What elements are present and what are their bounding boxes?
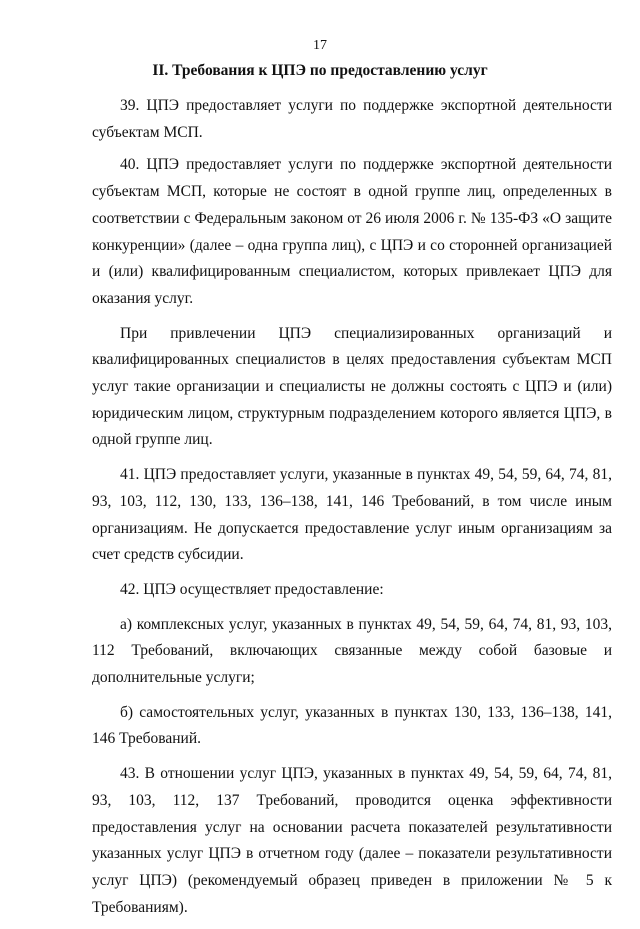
paragraph-39: 39. ЦПЭ предоставляет услуги по поддержке экспортной деятельности субъектам МСП. — [92, 97, 612, 141]
paragraph-42-b: б) самостоятельных услуг, указанных в пунктах 130, 133, 136–138, 141, 146 Требований. — [92, 703, 612, 748]
document-body — [92, 93, 612, 929]
paragraph-42-a: а) комплексных услуг, указанных в пунктах 49, 54, 59, 64, 74, 81, 93, 103, 112 Требований, включающих связанные между собой базовые и дополнительные услуги; — [92, 615, 612, 687]
paragraph-41: 41. ЦПЭ предоставляет услуги, указанные в пунктах 49, 54, 59, 64, 74, 81, 93, 103, 112, 130, 133, 136–138, 141, 146 Требований, в том числе иным организациям. Не допускается предоставление услуг иным организациям за счет средств субсидии. — [92, 466, 612, 564]
paragraph-42: 42. ЦПЭ осуществляет предоставление: — [120, 580, 384, 598]
section-heading: II. Требования к ЦПЭ по предоставлению услуг — [152, 62, 488, 79]
paragraph-40-continuation: При привлечении ЦПЭ специализированных организаций и квалифицированных специалистов в целях предоставления субъектам МСП услуг такие организации и специалисты не должны состоять с ЦПЭ и (или) юридическим лицом, структурным подразделением которого является ЦПЭ, в одной группе лиц. — [92, 324, 612, 449]
paragraph-43: 43. В отношении услуг ЦПЭ, указанных в пунктах 49, 54, 59, 64, 74, 81, 93, 103, 112, 137 Требований, проводится оценка эффективности предоставления услуг на основании расчета показателей результативности указанных услуг ЦПЭ в отчетном году (далее – показатели результативности услуг ЦПЭ) (рекомендуемый образец приведен в приложении № 5 к Требованиям). — [92, 765, 612, 916]
page-number: 17 — [313, 38, 327, 53]
paragraph-40: 40. ЦПЭ предоставляет услуги по поддержке экспортной деятельности субъектам МСП, которые не состоят в одной группе лиц, определенных в соответствии с Федеральным законом от 26 июля 2006 г. № 135-ФЗ «О защите конкуренции» (далее – одна группа лиц), с ЦПЭ и со сторонней организацией и (или) квалифицированным специалистом, которых привлекает ЦПЭ для оказания услуг. — [92, 156, 612, 307]
